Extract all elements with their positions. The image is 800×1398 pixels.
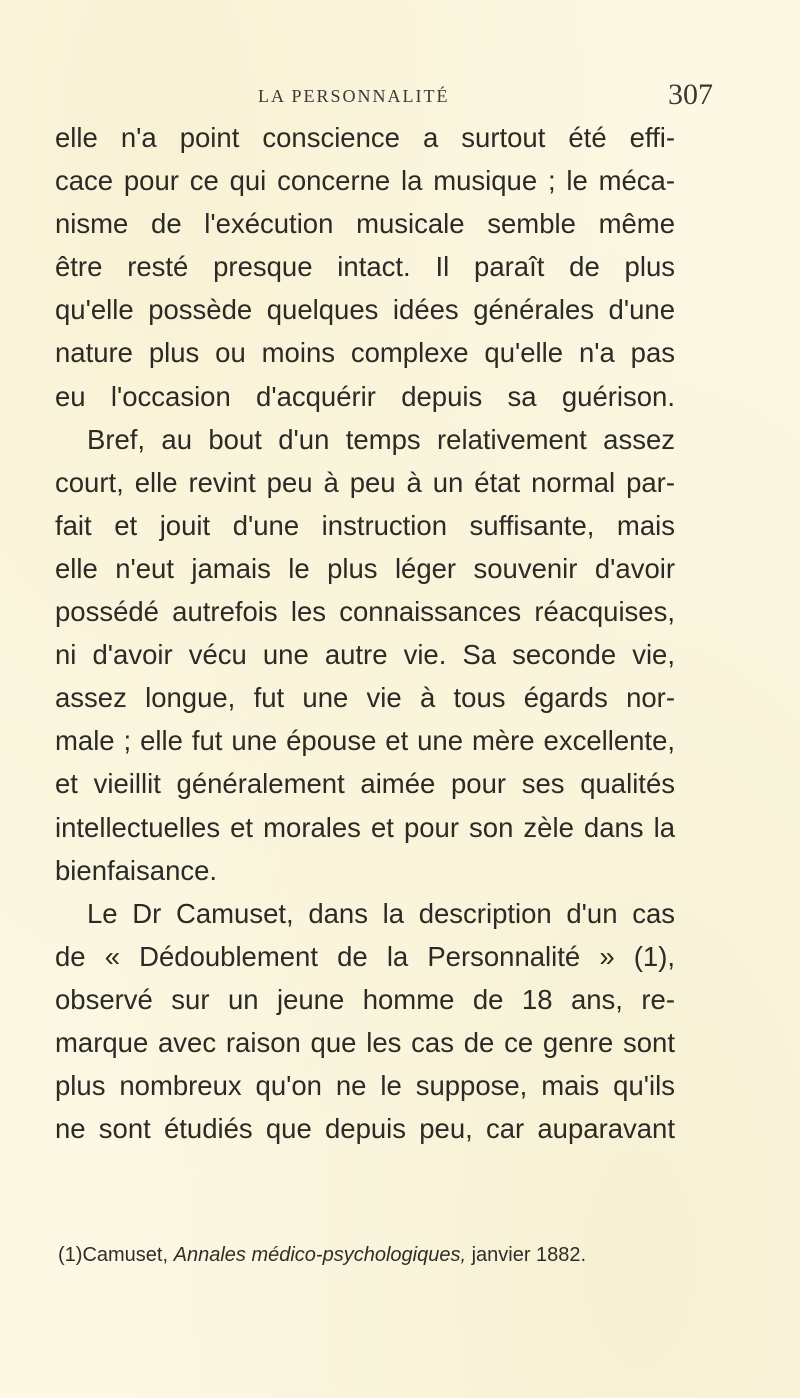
text-line: court, elle revint peu à peu à un état normal par-: [55, 466, 675, 498]
text-line: de « Dédoublement de la Personnalité » (1),: [55, 940, 675, 972]
text-line: ne sont étudiés que depuis peu, car auparavant: [55, 1113, 675, 1145]
footnote-author: Camuset,: [82, 1244, 169, 1266]
text-line: nisme de l'exécution musicale semble même: [55, 208, 675, 240]
text-line: elle n'eut jamais le plus léger souvenir d'avoir: [55, 552, 675, 584]
text-line: et vieillit généralement aimée pour ses qualités: [55, 768, 675, 800]
text-line: être resté presque intact. Il paraît de plus: [55, 251, 675, 283]
paragraph-end-line: bienfaisance.: [55, 854, 218, 886]
text-line: assez longue, fut une vie à tous égards nor-: [55, 682, 675, 714]
paragraph-start-line: Bref, au bout d'un temps relativement assez: [87, 423, 675, 455]
text-line: nature plus ou moins complexe qu'elle n'a pas: [55, 337, 675, 369]
footnote: [58, 1240, 678, 1270]
footnote-marker: (1): [58, 1244, 83, 1266]
text-line: cace pour ce qui concerne la musique ; le méca-: [55, 165, 675, 197]
text-line: qu'elle possède quelques idées générales d'une: [55, 294, 675, 326]
text-line: plus nombreux qu'on ne le suppose, mais qu'ils: [55, 1070, 675, 1102]
page-number: 307: [668, 78, 713, 111]
text-line: ni d'avoir vécu une autre vie. Sa seconde vie,: [55, 639, 675, 671]
paragraph-start-line: Le Dr Camuset, dans la description d'un cas: [87, 897, 675, 929]
footnote-date: janvier 1882.: [471, 1244, 587, 1266]
text-line: observé sur un jeune homme de 18 ans, re-: [55, 983, 675, 1015]
text-line: possédé autrefois les connaissances réacquises,: [55, 596, 675, 628]
text-line: marque avec raison que les cas de ce genre sont: [55, 1026, 675, 1058]
running-title: LA PERSONNALITÉ: [258, 86, 450, 106]
footnote-journal: Annales médico-psychologiques,: [173, 1244, 467, 1266]
text-line: fait et jouit d'une instruction suffisante, mais: [55, 509, 675, 541]
running-head: [0, 78, 800, 114]
text-line: intellectuelles et morales et pour son zèle dans la: [55, 811, 675, 843]
text-line: male ; elle fut une épouse et une mère excellente,: [55, 725, 675, 757]
text-line: elle n'a point conscience a surtout été effi-: [55, 122, 675, 153]
text-line: eu l'occasion d'acquérir depuis sa guérison.: [55, 380, 675, 412]
body-text: [55, 116, 675, 1150]
